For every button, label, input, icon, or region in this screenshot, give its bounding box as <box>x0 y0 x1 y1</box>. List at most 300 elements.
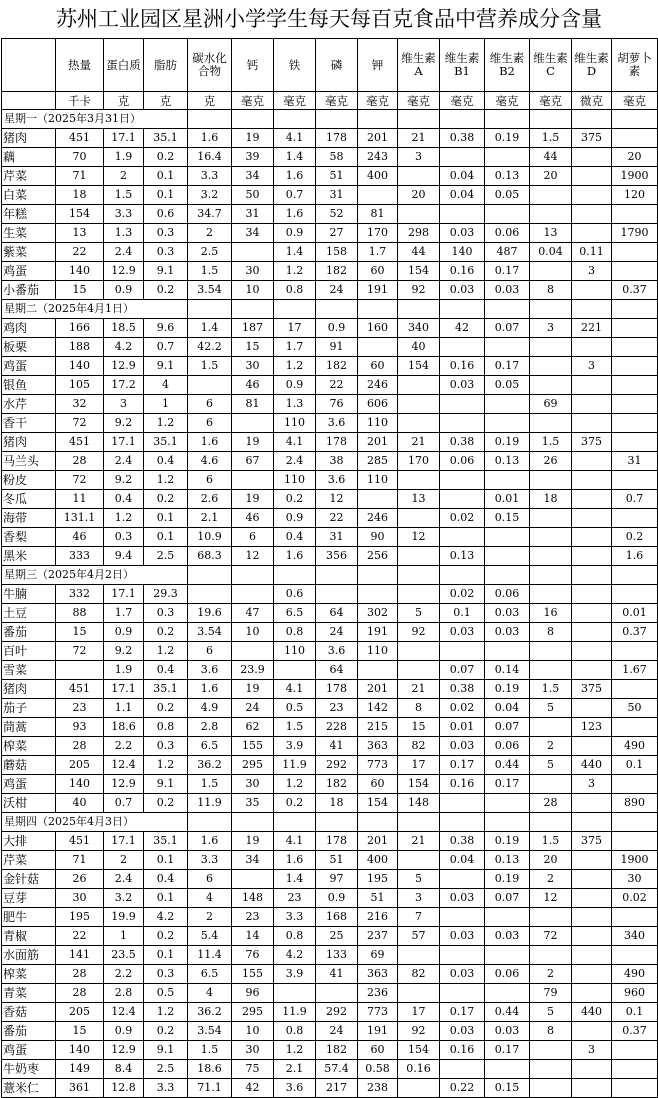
nutrient-value: 246 <box>358 376 398 395</box>
nutrient-value: 0.03 <box>485 927 530 946</box>
column-header: 钙 <box>232 39 274 92</box>
nutrient-value <box>530 642 572 661</box>
nutrient-value: 182 <box>316 262 358 281</box>
food-name: 紫菜 <box>2 243 56 262</box>
unit-cell: 毫克 <box>274 92 316 110</box>
nutrient-value: 0.3 <box>144 604 188 623</box>
nutrient-value <box>612 395 658 414</box>
nutrient-value: 4 <box>144 376 188 395</box>
nutrient-value: 42.2 <box>188 338 232 357</box>
nutrient-value: 1.2 <box>144 471 188 490</box>
nutrient-value: 375 <box>572 680 612 699</box>
nutrient-value: 3 <box>398 889 440 908</box>
nutrient-value: 0.2 <box>144 490 188 509</box>
nutrient-value: 58 <box>316 148 358 167</box>
nutrient-value <box>485 1060 530 1079</box>
nutrient-value <box>530 585 572 604</box>
nutrient-value: 17.1 <box>104 129 144 148</box>
nutrient-value <box>612 642 658 661</box>
food-row <box>2 205 658 224</box>
nutrient-value <box>398 395 440 414</box>
nutrient-value: 110 <box>358 414 398 433</box>
header-row <box>2 39 658 92</box>
nutrient-value: 0.03 <box>485 604 530 623</box>
nutrient-value: 0.03 <box>440 965 485 984</box>
nutrient-value: 0.15 <box>485 1079 530 1098</box>
nutrient-value: 0.13 <box>485 167 530 186</box>
nutrient-value <box>316 585 358 604</box>
nutrient-value: 92 <box>398 623 440 642</box>
nutrient-value: 0.2 <box>144 148 188 167</box>
nutrient-value: 3.3 <box>144 1079 188 1098</box>
day-row <box>2 566 658 585</box>
nutrient-value: 91 <box>316 338 358 357</box>
nutrient-value <box>440 984 485 1003</box>
empty-cell <box>440 110 485 129</box>
nutrient-value: 440 <box>572 1003 612 1022</box>
nutrient-value <box>572 281 612 300</box>
nutrient-value: 1.2 <box>144 414 188 433</box>
nutrient-value <box>232 243 274 262</box>
nutrient-value: 0.03 <box>440 281 485 300</box>
nutrient-value: 35.1 <box>144 680 188 699</box>
unit-cell: 克 <box>144 92 188 110</box>
nutrient-value: 0.2 <box>612 528 658 547</box>
nutrient-value: 8 <box>530 281 572 300</box>
nutrient-value <box>572 186 612 205</box>
nutrient-value: 890 <box>612 794 658 813</box>
nutrient-value: 9.2 <box>104 414 144 433</box>
nutrient-value: 68.3 <box>188 547 232 566</box>
empty-cell <box>440 813 485 832</box>
nutrient-value: 6.5 <box>188 737 232 756</box>
nutrient-value: 0.03 <box>440 623 485 642</box>
nutrient-value: 0.7 <box>274 186 316 205</box>
nutrient-value: 0.13 <box>440 547 485 566</box>
nutrient-value: 71 <box>56 851 104 870</box>
nutrient-value: 3 <box>398 148 440 167</box>
nutrient-value: 3.2 <box>104 889 144 908</box>
nutrient-value: 19 <box>232 832 274 851</box>
nutrient-value: 0.15 <box>485 509 530 528</box>
nutrient-value <box>232 642 274 661</box>
food-row <box>2 832 658 851</box>
nutrient-value <box>232 414 274 433</box>
unit-cell: 毫克 <box>316 92 358 110</box>
nutrient-value: 44 <box>530 148 572 167</box>
nutrient-value <box>440 794 485 813</box>
nutrient-value: 0.2 <box>144 794 188 813</box>
nutrient-value: 3.3 <box>188 851 232 870</box>
nutrient-value: 0.38 <box>440 680 485 699</box>
nutrient-value <box>572 623 612 642</box>
day-label: 星期一（2025年3月31日） <box>2 110 188 129</box>
nutrient-value: 340 <box>398 319 440 338</box>
nutrient-value: 0.03 <box>440 1022 485 1041</box>
nutrient-value: 773 <box>358 756 398 775</box>
empty-cell <box>485 566 530 585</box>
nutrient-value: 0.03 <box>440 737 485 756</box>
nutrient-value: 451 <box>56 433 104 452</box>
nutrient-value <box>530 376 572 395</box>
nutrient-value <box>485 794 530 813</box>
nutrient-value <box>232 870 274 889</box>
nutrient-value: 71.1 <box>188 1079 232 1098</box>
nutrient-value: 17.1 <box>104 680 144 699</box>
nutrient-value: 22 <box>56 927 104 946</box>
nutrient-value: 490 <box>612 737 658 756</box>
nutrient-value: 1.5 <box>530 433 572 452</box>
nutrient-value: 451 <box>56 129 104 148</box>
nutrient-value: 6.5 <box>188 965 232 984</box>
nutrient-value: 375 <box>572 433 612 452</box>
unit-cell: 毫克 <box>440 92 485 110</box>
nutrient-value: 31 <box>612 452 658 471</box>
nutrient-value: 31 <box>316 186 358 205</box>
nutrient-value: 237 <box>358 927 398 946</box>
day-label: 星期四（2025年4月3日） <box>2 813 188 832</box>
day-row <box>2 110 658 129</box>
food-row <box>2 737 658 756</box>
nutrient-value: 70 <box>56 148 104 167</box>
nutrient-value: 0.05 <box>485 186 530 205</box>
nutrient-value: 0.07 <box>485 319 530 338</box>
nutrient-value: 0.38 <box>440 433 485 452</box>
column-header: 维生素D <box>572 39 612 92</box>
nutrient-value: 0.1 <box>144 889 188 908</box>
nutrient-value: 140 <box>56 262 104 281</box>
empty-cell <box>232 813 274 832</box>
food-row <box>2 680 658 699</box>
nutrient-value: 0.2 <box>274 490 316 509</box>
food-name: 茼蒿 <box>2 718 56 737</box>
nutrient-value: 0.3 <box>144 243 188 262</box>
food-row <box>2 509 658 528</box>
nutrient-value: 92 <box>398 281 440 300</box>
nutrient-value: 5 <box>530 1003 572 1022</box>
nutrient-value: 298 <box>398 224 440 243</box>
nutrient-value: 2.5 <box>188 243 232 262</box>
day-label: 星期二（2025年4月1日） <box>2 300 188 319</box>
nutrient-value <box>572 870 612 889</box>
food-name: 牛腩 <box>2 585 56 604</box>
nutrient-value: 64 <box>316 661 358 680</box>
column-header: 维生素B1 <box>440 39 485 92</box>
nutrient-value: 155 <box>232 737 274 756</box>
nutrient-value: 110 <box>274 414 316 433</box>
nutrient-value: 17.1 <box>104 433 144 452</box>
nutrient-value: 81 <box>232 395 274 414</box>
nutrient-value <box>612 205 658 224</box>
food-name: 土豆 <box>2 604 56 623</box>
nutrient-value: 18 <box>56 186 104 205</box>
nutrient-value <box>485 338 530 357</box>
food-row <box>2 1022 658 1041</box>
nutrition-table <box>1 38 658 1098</box>
nutrient-value: 1 <box>104 927 144 946</box>
food-row <box>2 661 658 680</box>
nutrient-value: 12.9 <box>104 357 144 376</box>
nutrient-value: 0.17 <box>440 1003 485 1022</box>
nutrient-value <box>274 984 316 1003</box>
nutrient-value: 131.1 <box>56 509 104 528</box>
nutrient-value: 215 <box>358 718 398 737</box>
nutrient-value: 34 <box>232 224 274 243</box>
nutrient-value: 18 <box>530 490 572 509</box>
nutrient-value <box>612 338 658 357</box>
nutrient-value: 1.2 <box>274 775 316 794</box>
nutrient-value: 0.2 <box>144 927 188 946</box>
nutrient-value: 236 <box>358 984 398 1003</box>
nutrient-value: 332 <box>56 585 104 604</box>
nutrient-value: 0.1 <box>144 946 188 965</box>
food-row <box>2 775 658 794</box>
nutrient-value: 31 <box>232 205 274 224</box>
nutrient-value: 28 <box>56 452 104 471</box>
nutrient-value: 47 <box>232 604 274 623</box>
nutrient-value: 9.2 <box>104 471 144 490</box>
nutrient-value: 451 <box>56 680 104 699</box>
nutrient-value: 17.1 <box>104 585 144 604</box>
nutrient-value: 0.04 <box>440 186 485 205</box>
nutrient-value: 440 <box>572 756 612 775</box>
nutrient-value: 1.5 <box>188 1041 232 1060</box>
nutrient-value <box>572 946 612 965</box>
nutrient-value: 188 <box>56 338 104 357</box>
nutrient-value: 1 <box>144 395 188 414</box>
nutrient-value <box>572 699 612 718</box>
nutrient-value: 0.07 <box>440 661 485 680</box>
nutrient-value: 154 <box>56 205 104 224</box>
food-name: 水芹 <box>2 395 56 414</box>
nutrient-value: 0.7 <box>612 490 658 509</box>
empty-cell <box>358 300 398 319</box>
nutrient-value <box>612 680 658 699</box>
nutrient-value: 75 <box>232 1060 274 1079</box>
nutrient-value: 81 <box>358 205 398 224</box>
nutrient-value: 72 <box>56 471 104 490</box>
nutrient-value: 1.7 <box>274 338 316 357</box>
nutrient-value: 34 <box>232 851 274 870</box>
nutrient-value: 17 <box>274 319 316 338</box>
nutrient-value: 28 <box>56 984 104 1003</box>
nutrient-value: 182 <box>316 775 358 794</box>
nutrient-value: 0.13 <box>485 452 530 471</box>
nutrient-value: 302 <box>358 604 398 623</box>
nutrient-value: 15 <box>232 338 274 357</box>
nutrient-value: 0.19 <box>485 129 530 148</box>
food-row <box>2 376 658 395</box>
nutrient-value <box>440 205 485 224</box>
nutrient-value: 23.5 <box>104 946 144 965</box>
nutrient-value: 8.4 <box>104 1060 144 1079</box>
food-name: 生菜 <box>2 224 56 243</box>
nutrient-value: 140 <box>56 1041 104 1060</box>
nutrient-value: 0.06 <box>485 224 530 243</box>
nutrient-value: 221 <box>572 319 612 338</box>
nutrient-value: 142 <box>358 699 398 718</box>
nutrient-value: 0.44 <box>485 1003 530 1022</box>
nutrient-value: 238 <box>358 1079 398 1098</box>
empty-cell <box>316 110 358 129</box>
nutrient-value: 0.06 <box>485 585 530 604</box>
food-row <box>2 433 658 452</box>
nutrient-value <box>530 661 572 680</box>
nutrient-value: 0.16 <box>398 1060 440 1079</box>
nutrient-value: 12 <box>232 547 274 566</box>
nutrient-value: 0.04 <box>440 167 485 186</box>
nutrient-value: 0.44 <box>485 756 530 775</box>
food-row <box>2 1003 658 1022</box>
food-row <box>2 984 658 1003</box>
nutrient-value: 26 <box>530 452 572 471</box>
nutrient-value <box>612 129 658 148</box>
nutrient-value: 120 <box>612 186 658 205</box>
nutrient-value <box>440 528 485 547</box>
nutrient-value <box>530 471 572 490</box>
nutrient-value <box>358 661 398 680</box>
nutrient-value: 141 <box>56 946 104 965</box>
nutrient-value <box>612 908 658 927</box>
nutrient-value <box>572 452 612 471</box>
nutrient-value: 12.4 <box>104 1003 144 1022</box>
nutrient-value: 4.2 <box>104 338 144 357</box>
nutrient-value: 0.05 <box>485 376 530 395</box>
nutrient-value <box>572 509 612 528</box>
food-row <box>2 699 658 718</box>
nutrient-value: 32 <box>56 395 104 414</box>
nutrient-value: 201 <box>358 129 398 148</box>
nutrient-value <box>232 471 274 490</box>
nutrient-value: 30 <box>232 775 274 794</box>
nutrient-value <box>612 1060 658 1079</box>
nutrient-value: 0.06 <box>440 452 485 471</box>
nutrient-value: 960 <box>612 984 658 1003</box>
nutrient-value: 14 <box>232 927 274 946</box>
nutrient-value: 67 <box>232 452 274 471</box>
nutrient-value: 0.8 <box>274 927 316 946</box>
food-name: 香梨 <box>2 528 56 547</box>
nutrient-value <box>485 205 530 224</box>
nutrient-value: 0.19 <box>485 832 530 851</box>
unit-cell: 微克 <box>572 92 612 110</box>
unit-cell: 毫克 <box>398 92 440 110</box>
nutrient-value: 2.5 <box>144 1060 188 1079</box>
nutrient-value: 10.9 <box>188 528 232 547</box>
nutrient-value: 1900 <box>612 167 658 186</box>
nutrient-value: 0.2 <box>144 1022 188 1041</box>
nutrient-value: 92 <box>398 1022 440 1041</box>
food-row <box>2 1041 658 1060</box>
nutrient-value <box>572 471 612 490</box>
nutrient-value: 2 <box>188 908 232 927</box>
nutrient-value: 1.9 <box>104 661 144 680</box>
column-header: 碳水化合物 <box>188 39 232 92</box>
food-name: 粉皮 <box>2 471 56 490</box>
nutrient-value: 0.19 <box>485 433 530 452</box>
nutrient-value <box>440 148 485 167</box>
nutrient-value: 23.9 <box>232 661 274 680</box>
nutrient-value: 0.4 <box>104 490 144 509</box>
nutrient-value: 361 <box>56 1079 104 1098</box>
food-name: 芹菜 <box>2 167 56 186</box>
nutrient-value: 0.37 <box>612 623 658 642</box>
nutrient-value: 0.4 <box>144 452 188 471</box>
nutrient-value: 0.02 <box>440 509 485 528</box>
food-name: 香干 <box>2 414 56 433</box>
food-row <box>2 262 658 281</box>
nutrient-value: 8 <box>530 1022 572 1041</box>
nutrient-value: 57.4 <box>316 1060 358 1079</box>
food-name: 水面筋 <box>2 946 56 965</box>
nutrient-value: 9.1 <box>144 357 188 376</box>
nutrient-value <box>485 547 530 566</box>
nutrient-value: 0.03 <box>485 281 530 300</box>
food-name: 鸡蛋 <box>2 262 56 281</box>
nutrient-value: 0.13 <box>485 851 530 870</box>
nutrient-value <box>530 262 572 281</box>
empty-cell <box>274 300 316 319</box>
nutrient-value: 1.4 <box>274 870 316 889</box>
nutrient-value: 0.14 <box>485 661 530 680</box>
food-name: 榨菜 <box>2 965 56 984</box>
nutrient-value: 40 <box>56 794 104 813</box>
nutrient-value: 243 <box>358 148 398 167</box>
nutrient-value <box>572 604 612 623</box>
nutrient-value: 3.54 <box>188 1022 232 1041</box>
nutrient-value <box>572 338 612 357</box>
nutrient-value <box>530 946 572 965</box>
nutrient-value: 19.9 <box>104 908 144 927</box>
nutrient-value: 3.54 <box>188 623 232 642</box>
empty-cell <box>274 110 316 129</box>
food-name: 番茄 <box>2 623 56 642</box>
nutrient-value: 0.16 <box>440 357 485 376</box>
column-header: 钾 <box>358 39 398 92</box>
nutrient-value: 3.3 <box>188 167 232 186</box>
food-name: 大排 <box>2 832 56 851</box>
nutrient-value: 88 <box>56 604 104 623</box>
empty-cell <box>485 813 530 832</box>
nutrient-value: 11 <box>56 490 104 509</box>
nutrient-value: 1.6 <box>612 547 658 566</box>
nutrient-value <box>440 1060 485 1079</box>
empty-cell <box>398 110 440 129</box>
nutrient-value <box>398 547 440 566</box>
nutrient-value <box>612 718 658 737</box>
empty-cell <box>398 813 440 832</box>
nutrient-value: 773 <box>358 1003 398 1022</box>
nutrient-value: 40 <box>398 338 440 357</box>
nutrient-value <box>232 585 274 604</box>
nutrient-value: 154 <box>398 357 440 376</box>
empty-cell <box>440 566 485 585</box>
nutrient-value <box>572 585 612 604</box>
nutrient-value: 2.5 <box>144 547 188 566</box>
units-corner <box>2 92 56 110</box>
food-name: 年糕 <box>2 205 56 224</box>
nutrient-value: 1900 <box>612 851 658 870</box>
nutrient-value: 0.17 <box>485 1041 530 1060</box>
empty-cell <box>612 110 658 129</box>
nutrient-value <box>485 528 530 547</box>
food-row <box>2 927 658 946</box>
empty-cell <box>572 110 612 129</box>
nutrient-value: 16 <box>530 604 572 623</box>
nutrient-value: 12.4 <box>104 756 144 775</box>
nutrient-value <box>530 414 572 433</box>
nutrient-value: 46 <box>56 528 104 547</box>
